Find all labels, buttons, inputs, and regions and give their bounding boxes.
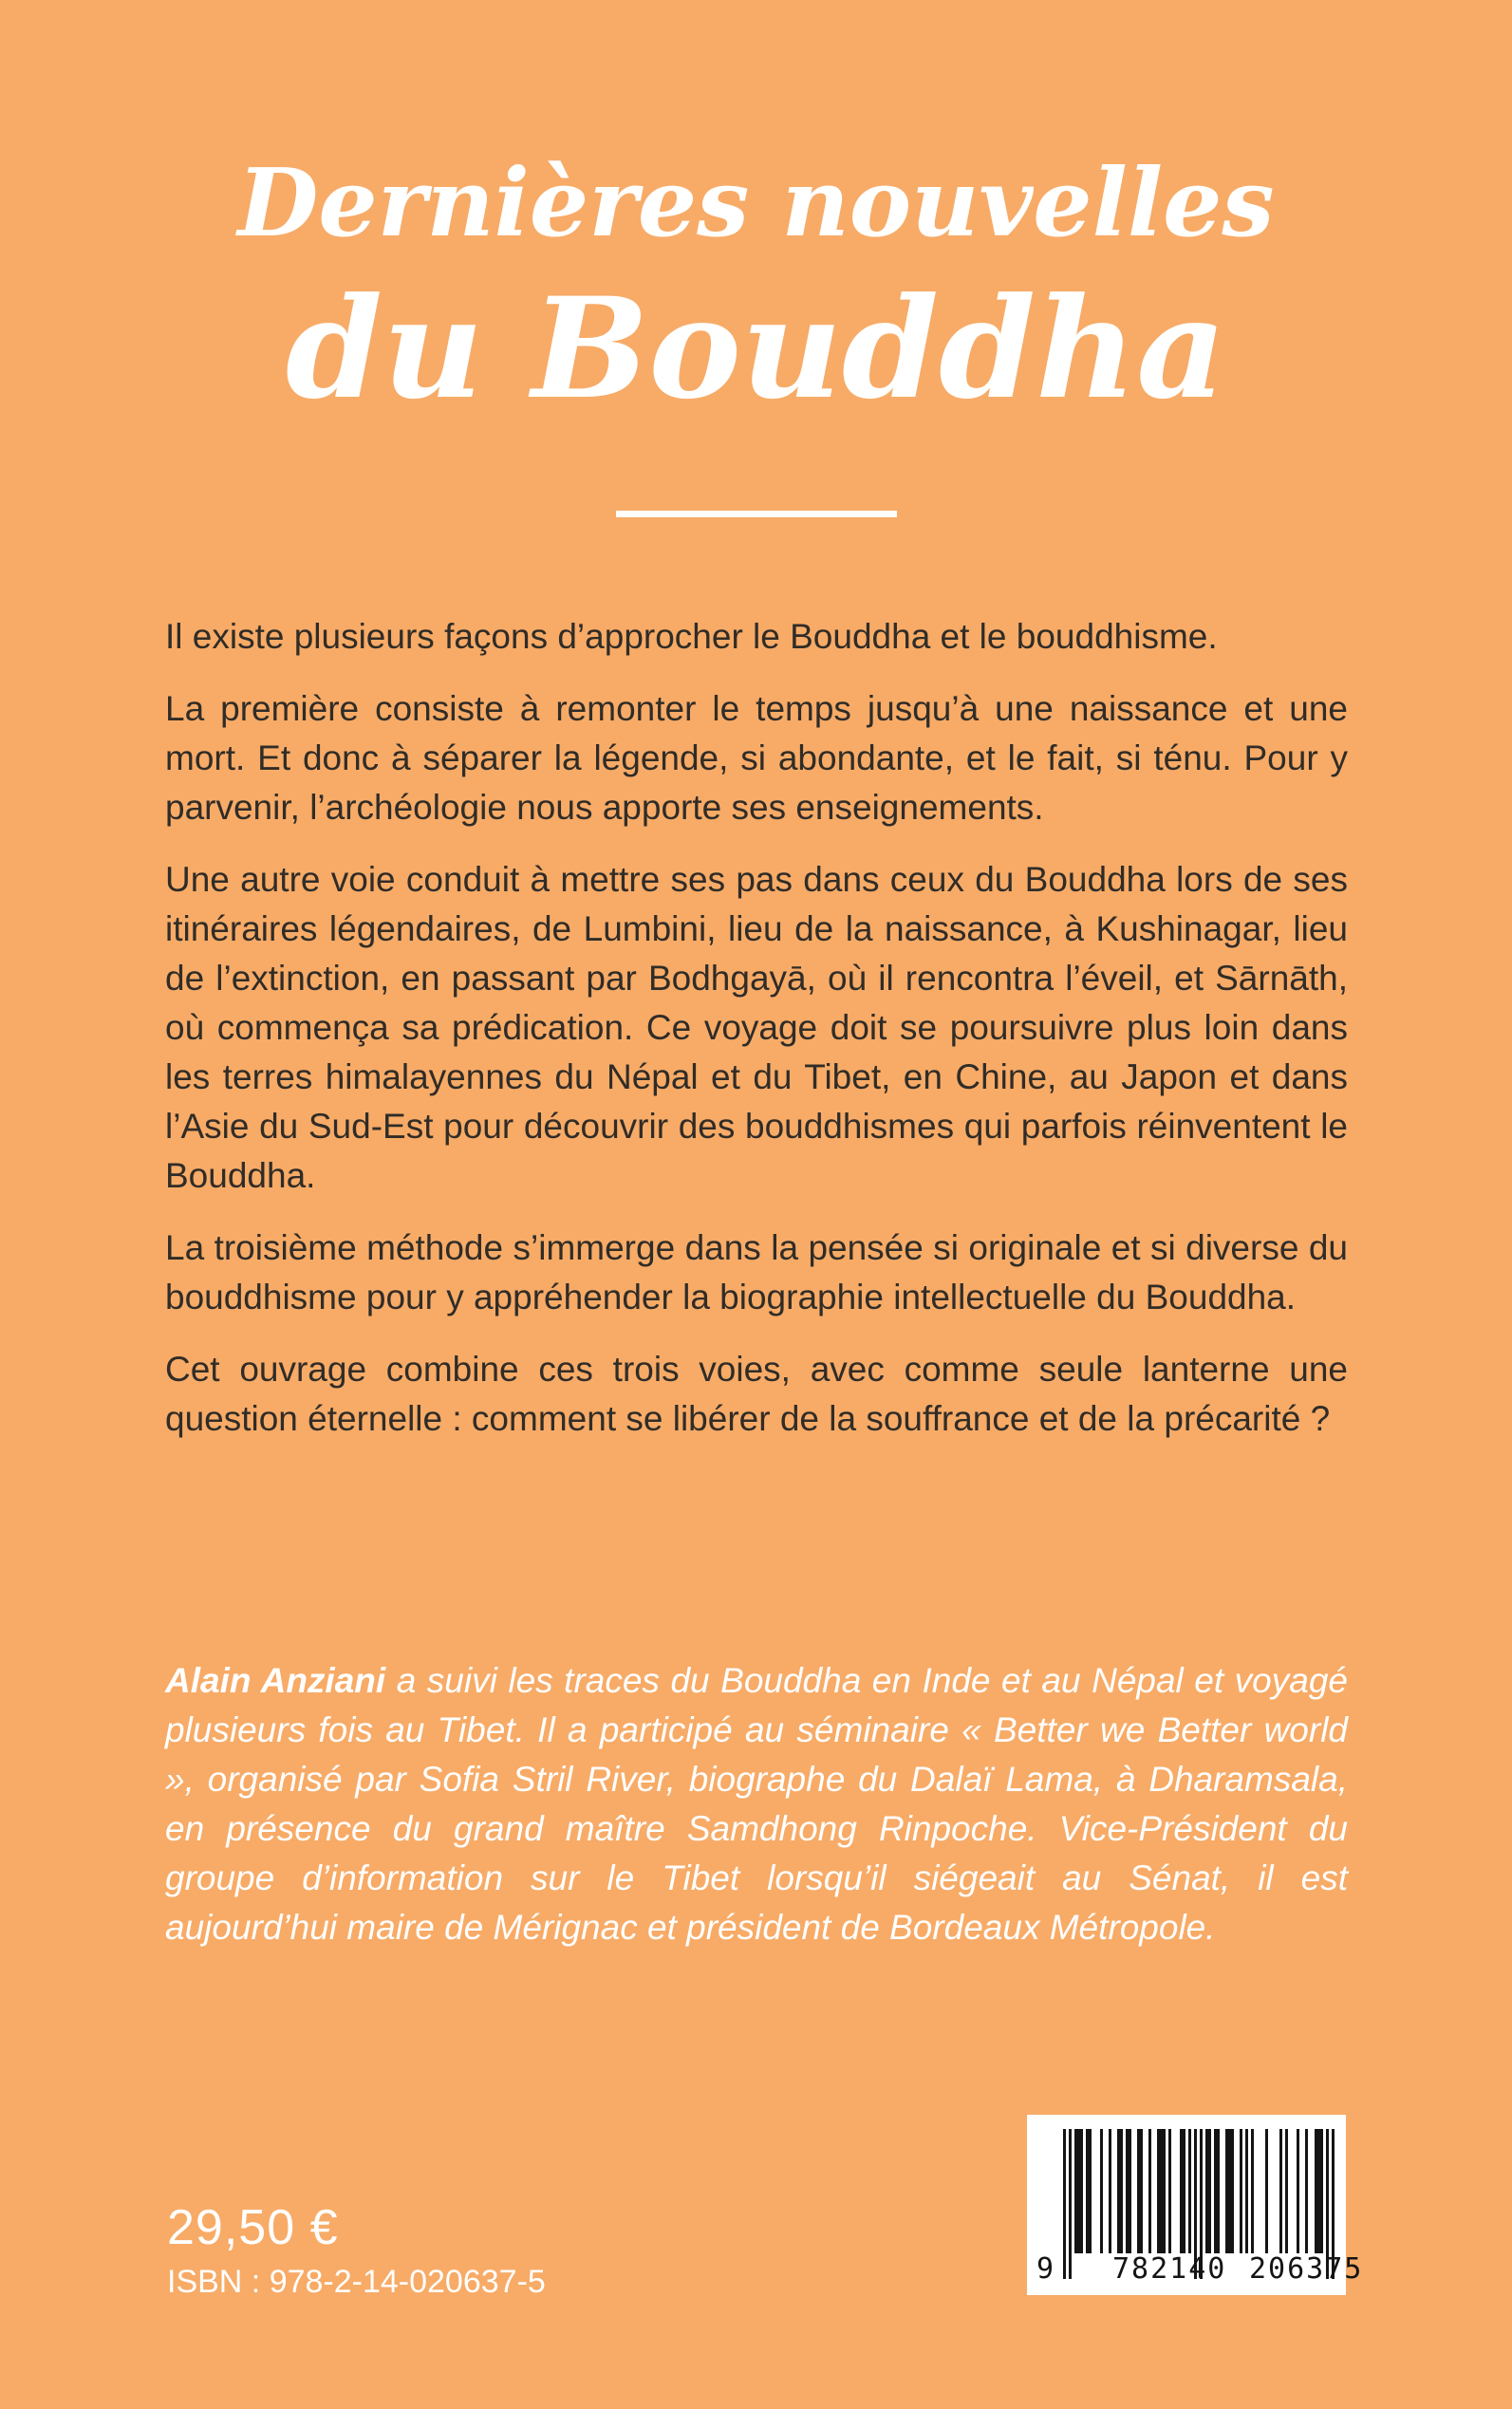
barcode-gap [1171,2129,1180,2253]
book-title-line-1: Dernières nouvelles [237,149,1275,258]
author-name: Alain Anziani [165,1661,386,1700]
barcode-gap [1268,2129,1279,2253]
synopsis-paragraph: La première consiste à remonter le temps jusqu’à une naissance et une mort. Et donc à séparer la légende, si abondante, et le fait, si ténu. Pour y parvenir, l’archéologie nous apporte ses enseignements. [165,689,1348,827]
book-title-line-2: du Bouddha [286,268,1226,430]
barcode-digits-left: 782140 [1112,2252,1227,2286]
barcode-bar [1315,2129,1323,2253]
synopsis-paragraph: Cet ouvrage combine ces trois voies, avec comme seule lanterne une question éternelle : comment se libérer de la souffrance et de la précarité ? [165,1350,1348,1438]
barcode-bar [1225,2129,1234,2253]
barcode-bar [1157,2129,1166,2253]
barcode-gap [1254,2129,1265,2253]
barcode-gap [1288,2129,1297,2253]
synopsis-paragraph: Une autre voie conduit à mettre ses pas dans ceux du Bouddha lors de ses itinéraires légendaires, de Lumbini, lieu de la naissance, à Kushinagar, lieu de l’extinction, en passant par Bodhgayā, où il rencontra l’éveil, et Sārnāth, où commença sa prédication. Ce voyage doit se poursuivre plus loin dans les terres himalayennes du Népal et du Tibet, en Chine, au Japon et dans l’Asie du Sud-Est pour découvrir des bouddhismes qui parfois réinventent le Bouddha. [165,860,1348,1195]
barcode-digits-right: 206375 [1249,2252,1364,2286]
author-bio [165,1656,1348,1952]
back-cover-synopsis [165,612,1348,1444]
synopsis-paragraph: La troisième méthode s’immerge dans la pensée si originale et si diverse du bouddhisme pour y appréhender la biographie intellectuelle du Bouddha. [165,1228,1348,1317]
price-label: 29,50 € [167,2200,339,2255]
title-divider-rule [616,511,897,517]
barcode-bar [1074,2129,1083,2253]
synopsis-paragraph: Il existe plusieurs façons d’approcher le Bouddha et le bouddhisme. [165,617,1218,656]
author-bio-text: a suivi les traces du Bouddha en Inde et au Népal et voyagé plusieurs fois au Tibet. Il a participé au séminaire « Better we Better world », organisé par Sofia Stril River, biographe du Dalaï Lama, à Dharamsala, en présence du grand maître Samdhong Rinpoche. Vice-Président du groupe d’information sur le Tibet lorsqu’il siégeait au Sénat, il est aujourd’hui maire de Mérignac et président de Bordeaux Métropole. [165,1661,1348,1947]
barcode [1027,2115,1364,2295]
isbn-label: ISBN : 978-2-14-020637-5 [167,2264,546,2300]
barcode-digit-first: 9 [1036,2252,1055,2286]
barcode-gap [1092,2129,1100,2253]
